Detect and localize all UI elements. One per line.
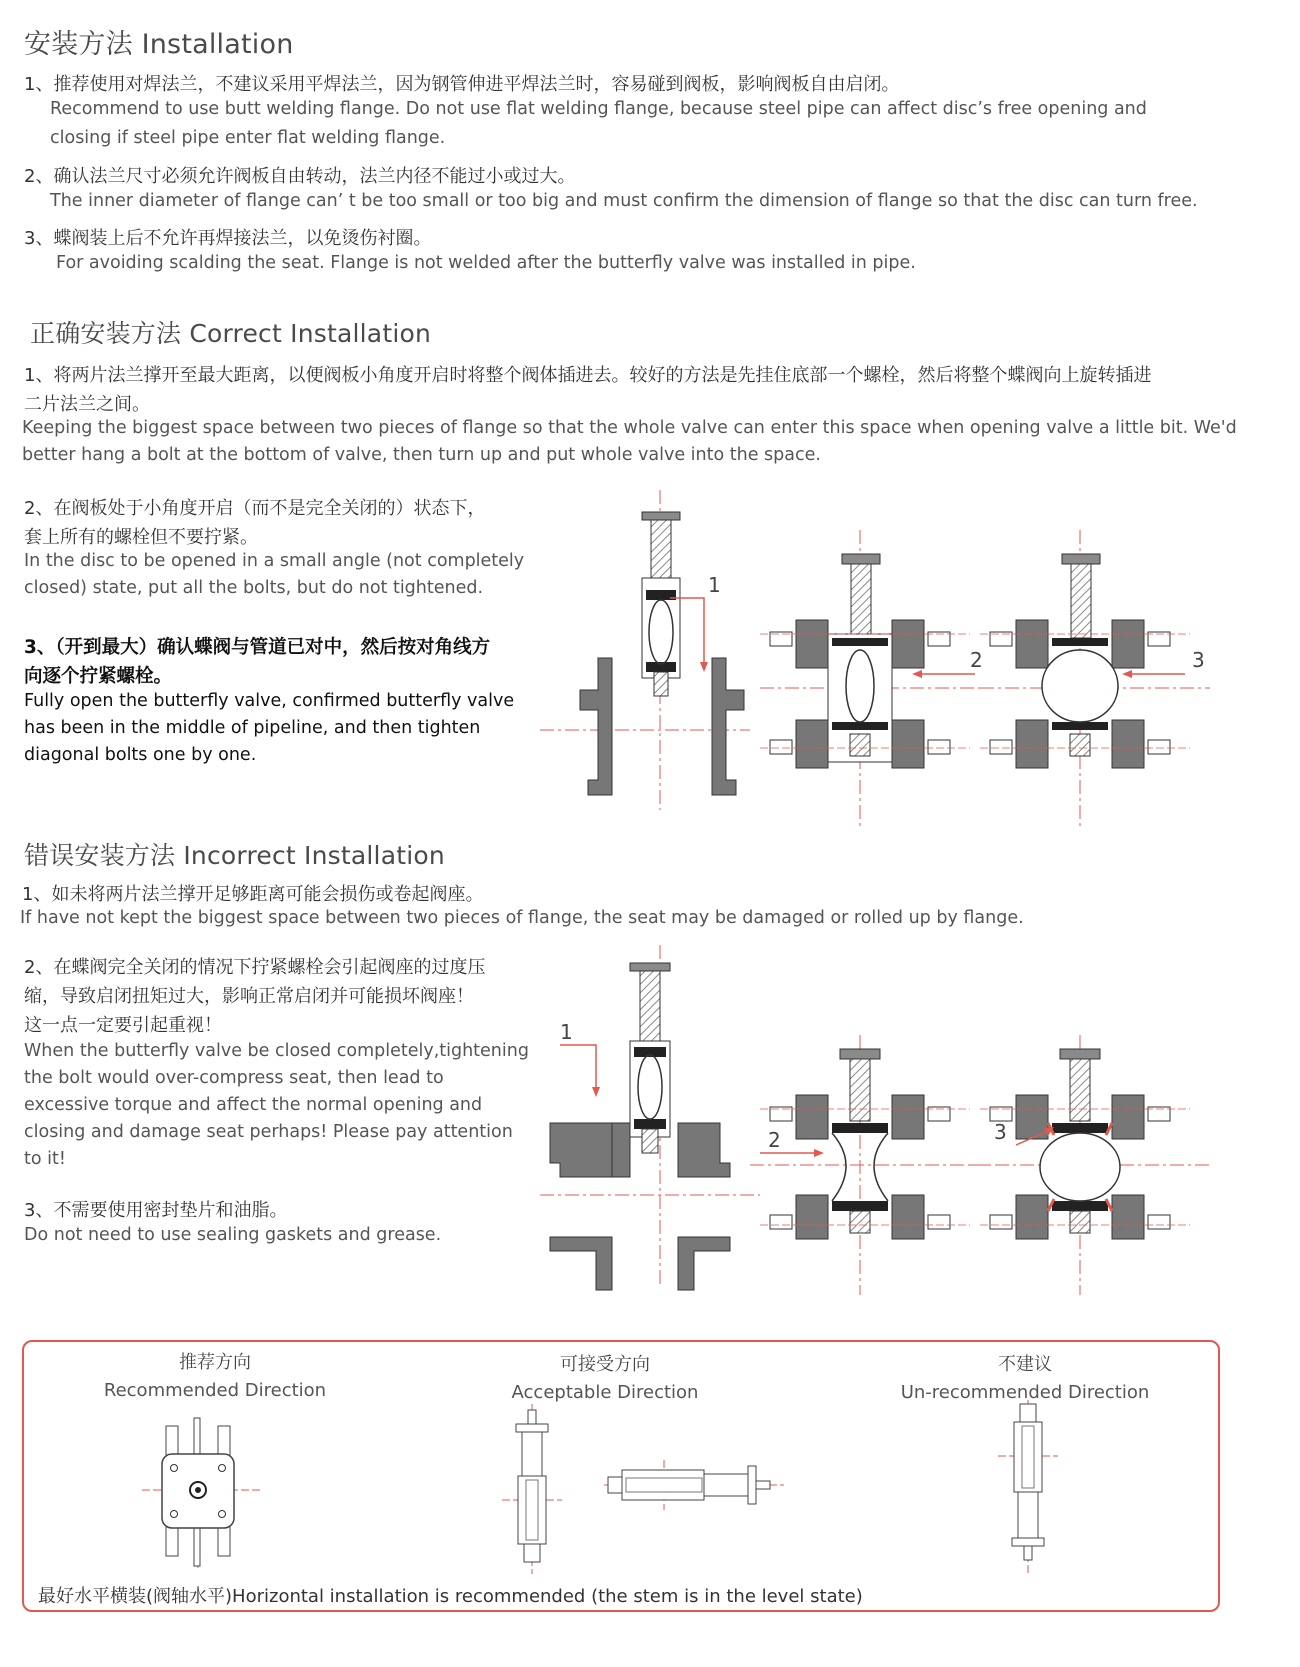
incorrect-item3-en: Do not need to use sealing gaskets and grease. xyxy=(24,1225,442,1245)
incorrect-label-2: 2 xyxy=(768,1128,781,1152)
correct-label-3: 3 xyxy=(1192,648,1205,672)
incorrect-diagram-1 xyxy=(540,945,760,1290)
installation-item2-cn: 2、确认法兰尺寸必须允许阀板自由转动，法兰内径不能过小或过大。 xyxy=(24,166,576,187)
correct-diagram-1 xyxy=(540,490,750,810)
recommended-en: Recommended Direction xyxy=(103,1380,327,1401)
correct-item1-en2: better hang a bolt at the bottom of valve, then turn up and put whole valve into the space. xyxy=(22,445,821,465)
installation-title: 安装方法 Installation xyxy=(24,29,294,60)
correct-diagrams xyxy=(560,490,1260,820)
incorrect-label-3: 3 xyxy=(994,1120,1007,1144)
incorrect-item1-en: If have not kept the biggest space between two pieces of flange, the seat may be damaged or rolled up by flange. xyxy=(20,908,1024,928)
correct-item2-cn2: 套上所有的螺栓但不要拧紧。 xyxy=(24,527,258,548)
correct-item3-cn1: 3、（开到最大）确认蝶阀与管道已对中，然后按对角线方 xyxy=(24,637,491,658)
incorrect-diagram-2 xyxy=(750,1035,990,1295)
correct-title: 正确安装方法 Correct Installation xyxy=(30,319,432,348)
recommended-cn: 推荐方向 xyxy=(179,1352,251,1373)
correct-diagram-2 xyxy=(760,530,990,830)
incorrect-diagrams xyxy=(560,945,1260,1295)
unrecommended-en: Un-recommended Direction xyxy=(900,1382,1150,1403)
unrecommended-valve xyxy=(998,1400,1058,1575)
correct-item2-en2: closed) state, put all the bolts, but do not tightened. xyxy=(24,578,484,598)
acceptable-valve-vertical xyxy=(502,1404,562,1574)
incorrect-item2-en4: closing and damage seat perhaps! Please pay attention xyxy=(24,1122,513,1142)
direction-footer: 最好水平横装(阀轴水平)Horizontal installation is recommended (the stem is in the level state) xyxy=(38,1586,863,1607)
incorrect-item2-en2: the bolt would over-compress seat, then lead to xyxy=(24,1068,444,1088)
correct-item3-en2: has been in the middle of pipeline, and then tighten xyxy=(24,718,481,738)
incorrect-item1-cn: 1、如未将两片法兰撑开足够距离可能会损伤或卷起阀座。 xyxy=(22,884,484,905)
incorrect-item2-en1: When the butterfly valve be closed completely,tightening xyxy=(24,1041,529,1061)
acceptable-valve-horizontal xyxy=(604,1460,784,1510)
acceptable-direction xyxy=(490,1350,720,1403)
incorrect-item3-cn: 3、不需要使用密封垫片和油脂。 xyxy=(24,1200,288,1221)
correct-item3-cn2: 向逐个拧紧螺栓。 xyxy=(24,666,173,687)
acceptable-en: Acceptable Direction xyxy=(511,1382,699,1403)
incorrect-item2-cn2: 缩，导致启闭扭矩过大，影响正常启闭并可能损坏阀座！ xyxy=(24,986,474,1007)
installation-item1-en1: Recommend to use butt welding flange. Do not use flat welding flange, because steel pipe can affect disc’s free opening and xyxy=(50,99,1147,119)
acceptable-cn: 可接受方向 xyxy=(560,1354,650,1375)
installation-item1-cn: 1、推荐使用对焊法兰，不建议采用平焊法兰，因为钢管伸进平焊法兰时，容易碰到阀板，影响阀板自由启闭。 xyxy=(24,74,900,95)
correct-item1-en1: Keeping the biggest space between two pieces of flange so that the whole valve can enter this space when opening valve a little bit. We'd xyxy=(22,418,1237,438)
correct-item1-cn1: 1、将两片法兰撑开至最大距离，以便阀板小角度开启时将整个阀体插进去。较好的方法是先挂住底部一个螺栓，然后将整个蝶阀向上旋转插进 xyxy=(24,365,1152,386)
correct-label-2: 2 xyxy=(970,648,983,672)
recommended-direction xyxy=(100,1348,330,1401)
incorrect-diagram-3 xyxy=(970,1035,1210,1295)
correct-diagram-3 xyxy=(980,530,1210,830)
incorrect-item2-cn3: 这一点一定要引起重视！ xyxy=(24,1015,222,1036)
incorrect-item2-cn1: 2、在蝶阀完全关闭的情况下拧紧螺栓会引起阀座的过度压 xyxy=(24,957,486,978)
installation-item1-en2: closing if steel pipe enter flat welding flange. xyxy=(50,128,446,148)
installation-item2-en: The inner diameter of flange can’ t be too small or too big and must confirm the dimension of flange so that the disc can turn free. xyxy=(50,191,1198,211)
installation-item3-cn: 3、蝶阀装上后不允许再焊接法兰，以免烫伤衬圈。 xyxy=(24,228,432,249)
recommended-valve xyxy=(152,1418,272,1568)
unrecommended-direction xyxy=(890,1350,1160,1403)
correct-item2-en1: In the disc to be opened in a small angle (not completely xyxy=(24,551,525,571)
correct-label-1: 1 xyxy=(708,573,721,597)
installation-item3-en: For avoiding scalding the seat. Flange is not welded after the butterfly valve was installed in pipe. xyxy=(56,253,916,273)
correct-item2-cn1: 2、在阀板处于小角度开启（而不是完全关闭的）状态下， xyxy=(24,498,486,519)
incorrect-title: 错误安装方法 Incorrect Installation xyxy=(24,841,445,870)
incorrect-item2-en3: excessive torque and affect the normal opening and xyxy=(24,1095,483,1115)
correct-item3-en1: Fully open the butterfly valve, confirmed butterfly valve xyxy=(24,691,515,711)
incorrect-item2-en5: to it! xyxy=(24,1149,66,1169)
correct-item3-en3: diagonal bolts one by one. xyxy=(24,745,257,765)
incorrect-label-1: 1 xyxy=(560,1020,573,1044)
unrecommended-cn: 不建议 xyxy=(998,1354,1052,1375)
correct-item1-cn2: 二片法兰之间。 xyxy=(24,394,150,415)
